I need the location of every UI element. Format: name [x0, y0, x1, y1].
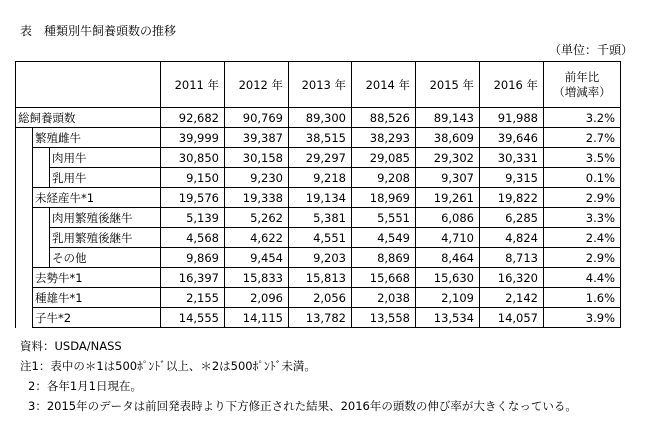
table-row	[16, 308, 621, 328]
table-cell: 6,086	[416, 208, 480, 228]
table-cell: 4,622	[225, 228, 289, 248]
table-cell: 5,381	[289, 208, 352, 228]
notes	[20, 336, 577, 416]
table-cell: 30,158	[225, 148, 289, 168]
ratio-cell: 2.7%	[544, 128, 621, 148]
table-cell: 38,515	[289, 128, 352, 148]
table-cell: 9,307	[416, 168, 480, 188]
table-cell: 2,096	[225, 288, 289, 308]
table-cell: 91,988	[480, 108, 544, 128]
table-cell: 2,038	[352, 288, 416, 308]
note-3: 3：2015年のデータは前回発表時より下方修正された結果、2016年の頭数の伸び率が大きくなっている。	[28, 399, 577, 413]
table-cell: 14,057	[480, 308, 544, 328]
row-label: 総飼養頭数	[16, 108, 161, 128]
row-label: 種雄牛*1	[33, 288, 161, 308]
row-label: 未経産牛*1	[33, 188, 161, 208]
ratio-cell: 3.9%	[544, 308, 621, 328]
table-cell: 8,713	[480, 248, 544, 268]
row-label: その他	[50, 248, 161, 268]
header-year: 2014 年	[352, 62, 416, 108]
table-row	[16, 168, 621, 188]
table-cell: 38,609	[416, 128, 480, 148]
ratio-cell: 3.3%	[544, 208, 621, 228]
table-cell: 9,203	[289, 248, 352, 268]
row-label: 肉用牛	[50, 148, 161, 168]
table-row	[16, 228, 621, 248]
table-cell: 13,782	[289, 308, 352, 328]
table-cell: 39,646	[480, 128, 544, 148]
table-row	[16, 128, 621, 148]
table-cell: 89,300	[289, 108, 352, 128]
table-cell: 19,134	[289, 188, 352, 208]
table-row	[16, 188, 621, 208]
table-cell: 13,534	[416, 308, 480, 328]
table-cell: 39,999	[161, 128, 225, 148]
table-cell: 5,139	[161, 208, 225, 228]
ratio-cell: 3.2%	[544, 108, 621, 128]
table-cell: 13,558	[352, 308, 416, 328]
table-title: 表 種類別牛飼養頭数の推移	[20, 24, 177, 38]
table-cell: 16,397	[161, 268, 225, 288]
table-cell: 29,297	[289, 148, 352, 168]
row-label: 去勢牛*1	[33, 268, 161, 288]
row-label: 子牛*2	[33, 308, 161, 328]
note-1: 注1：表中の＊1は500ﾎﾟﾝﾄﾞ以上、＊2は500ﾎﾟﾝﾄﾞ未満。	[20, 359, 316, 373]
table-cell: 15,833	[225, 268, 289, 288]
table-cell: 19,822	[480, 188, 544, 208]
ratio-cell: 0.1%	[544, 168, 621, 188]
unit-label: （単位：千頭）	[548, 43, 633, 57]
table-cell: 4,549	[352, 228, 416, 248]
table-cell: 4,568	[161, 228, 225, 248]
header-ratio-line1: 前年比	[564, 69, 600, 84]
indent-spacer	[16, 128, 33, 328]
row-label: 肉用繁殖後継牛	[50, 208, 161, 228]
ratio-cell: 2.9%	[544, 248, 621, 268]
table-cell: 6,285	[480, 208, 544, 228]
header-year: 2013 年	[289, 62, 352, 108]
table-cell: 9,230	[225, 168, 289, 188]
indent-spacer	[33, 208, 50, 268]
table-cell: 2,109	[416, 288, 480, 308]
table-cell: 8,464	[416, 248, 480, 268]
table-cell: 15,813	[289, 268, 352, 288]
table-cell: 38,293	[352, 128, 416, 148]
table-row	[16, 248, 621, 268]
table-cell: 30,331	[480, 148, 544, 168]
header-blank	[16, 62, 161, 108]
table-row	[16, 208, 621, 228]
table-cell: 9,150	[161, 168, 225, 188]
source-note: 資料：USDA/NASS	[20, 339, 122, 353]
table-cell: 9,869	[161, 248, 225, 268]
table-cell: 39,387	[225, 128, 289, 148]
table-cell: 19,576	[161, 188, 225, 208]
table-cell: 14,555	[161, 308, 225, 328]
table-cell: 89,143	[416, 108, 480, 128]
row-label: 乳用牛	[50, 168, 161, 188]
ratio-cell: 2.9%	[544, 188, 621, 208]
table-cell: 9,454	[225, 248, 289, 268]
table-cell: 15,630	[416, 268, 480, 288]
cattle-table	[15, 61, 621, 328]
table-cell: 9,315	[480, 168, 544, 188]
table-cell: 19,338	[225, 188, 289, 208]
header-year: 2012 年	[225, 62, 289, 108]
row-label: 乳用繁殖後継牛	[50, 228, 161, 248]
header-year: 2016 年	[480, 62, 544, 108]
table-cell: 18,969	[352, 188, 416, 208]
header-year: 2011 年	[161, 62, 225, 108]
table-cell: 5,262	[225, 208, 289, 228]
note-2: 2：各年1月1日現在。	[28, 379, 142, 393]
ratio-cell: 2.4%	[544, 228, 621, 248]
table-cell: 2,155	[161, 288, 225, 308]
table-cell: 88,526	[352, 108, 416, 128]
table-row	[16, 108, 621, 128]
header-ratio-line2: （増減率）	[553, 84, 611, 99]
table-cell: 15,668	[352, 268, 416, 288]
table-cell: 4,824	[480, 228, 544, 248]
table-cell: 4,551	[289, 228, 352, 248]
table-cell: 9,208	[352, 168, 416, 188]
header-ratio	[544, 62, 621, 108]
table-cell: 14,115	[225, 308, 289, 328]
table-cell: 29,302	[416, 148, 480, 168]
table-cell: 19,261	[416, 188, 480, 208]
table-cell: 9,218	[289, 168, 352, 188]
header-year: 2015 年	[416, 62, 480, 108]
table-cell: 2,142	[480, 288, 544, 308]
table-row	[16, 288, 621, 308]
ratio-cell: 3.5%	[544, 148, 621, 168]
table-cell: 30,850	[161, 148, 225, 168]
table-cell: 2,056	[289, 288, 352, 308]
table-cell: 92,682	[161, 108, 225, 128]
ratio-cell: 1.6%	[544, 288, 621, 308]
row-label: 繁殖雌牛	[33, 128, 161, 148]
table-cell: 8,869	[352, 248, 416, 268]
table-cell: 5,551	[352, 208, 416, 228]
table-cell: 16,320	[480, 268, 544, 288]
header-row	[16, 62, 621, 108]
table-row	[16, 268, 621, 288]
table-cell: 90,769	[225, 108, 289, 128]
table-cell: 4,710	[416, 228, 480, 248]
ratio-cell: 4.4%	[544, 268, 621, 288]
table-row	[16, 148, 621, 168]
indent-spacer	[33, 148, 50, 188]
table-cell: 29,085	[352, 148, 416, 168]
